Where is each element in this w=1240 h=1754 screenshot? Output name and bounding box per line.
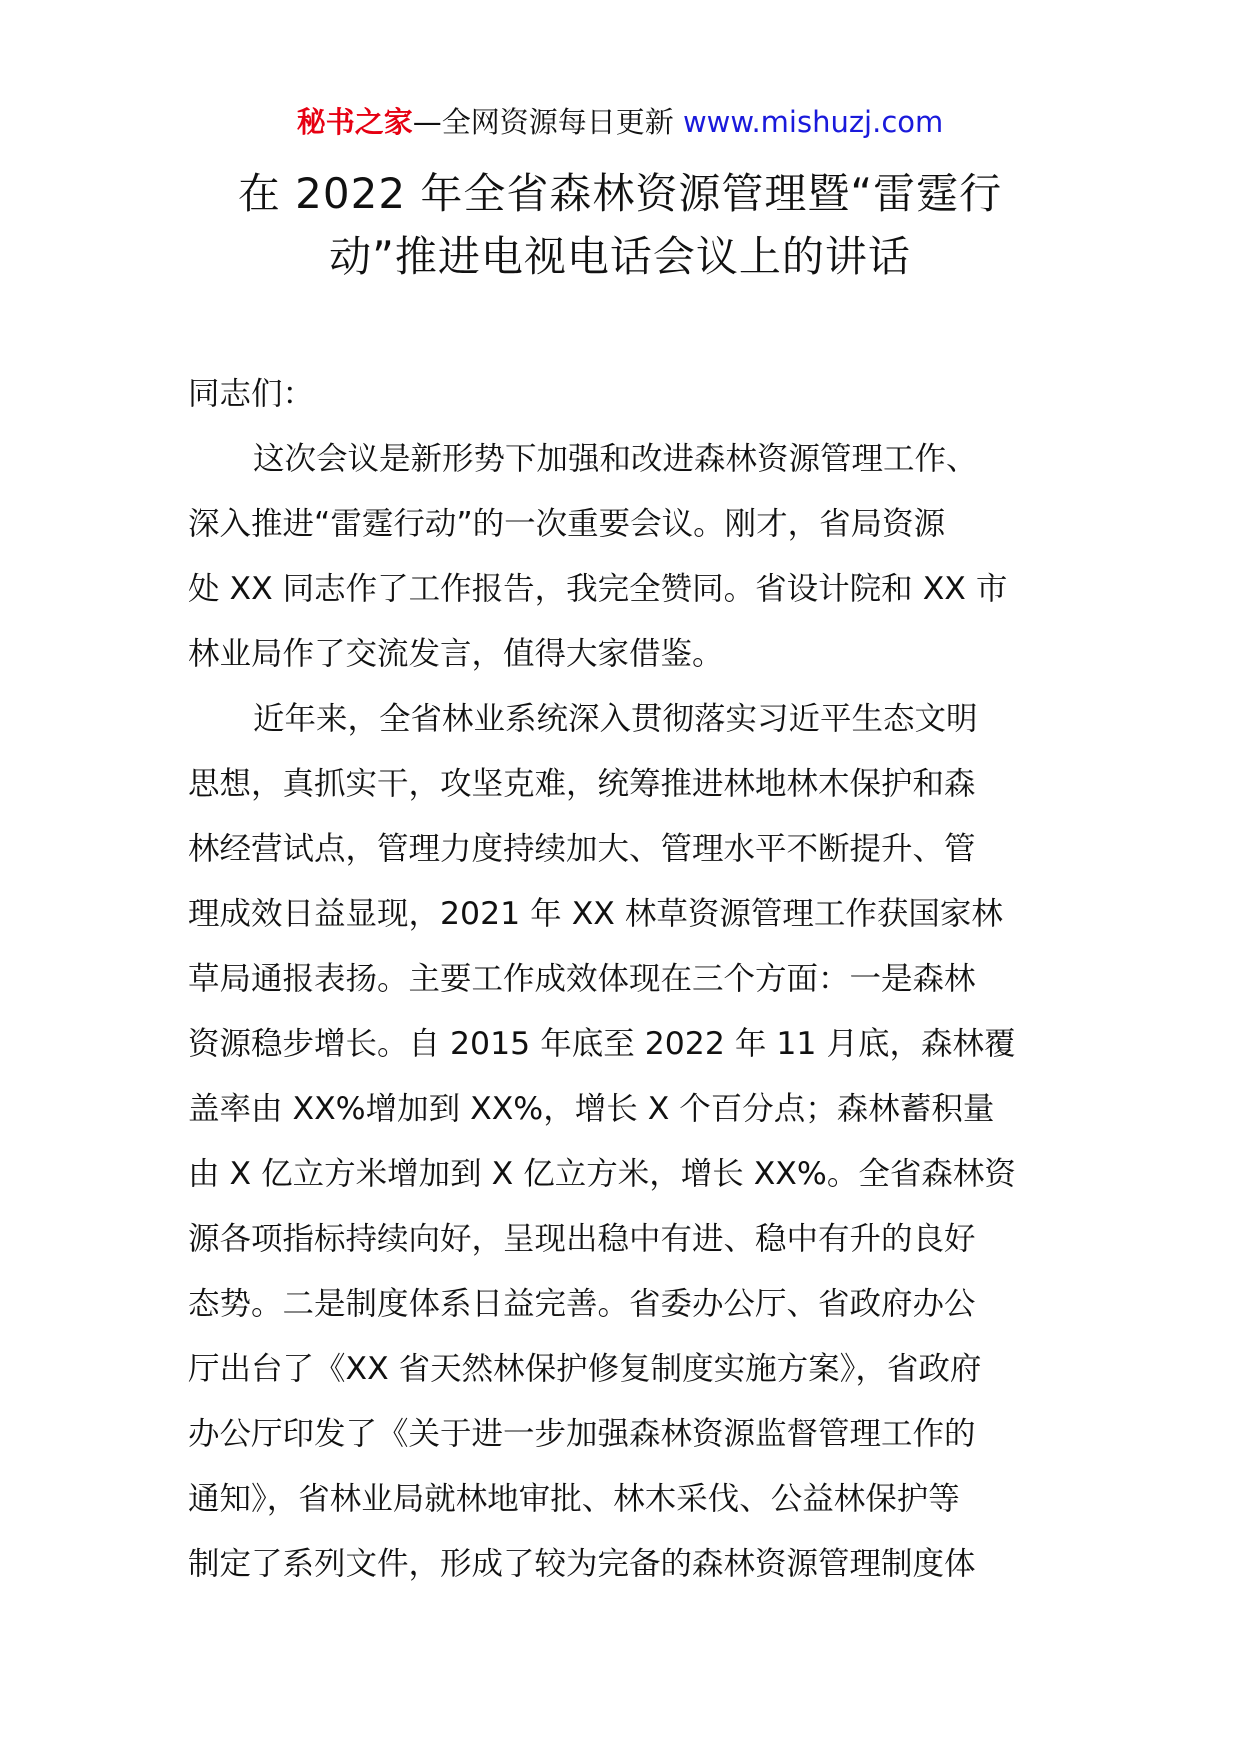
- paragraph-2-line: 理成效日益显现，2021 年 XX 林草资源管理工作获国家林: [188, 896, 1003, 932]
- paragraph-2-line: 通知》，省林业局就林地审批、林木采伐、公益林保护等: [188, 1481, 960, 1517]
- paragraph-2-line: 近年来，全省林业系统深入贯彻落实习近平生态文明: [253, 701, 978, 737]
- salutation: 同志们：: [188, 376, 315, 412]
- paragraph-1-line: 这次会议是新形势下加强和改进森林资源管理工作、: [253, 441, 978, 477]
- document-title: [0, 162, 1240, 288]
- paragraph-1-line: 处 XX 同志作了工作报告，我完全赞同。省设计院和 XX 市: [188, 571, 1008, 607]
- paragraph-2-line: 思想，真抓实干，攻坚克难，统筹推进林地林木保护和森: [188, 766, 976, 802]
- paragraph-1-line: 深入推进“雷霆行动”的一次重要会议。刚才，省局资源: [188, 506, 946, 542]
- paragraph-2-line: 源各项指标持续向好，呈现出稳中有进、稳中有升的良好: [188, 1221, 976, 1257]
- paragraph-2-line: 林经营试点，管理力度持续加大、管理水平不断提升、管: [188, 831, 976, 867]
- document-body: [188, 362, 1058, 1597]
- site-header: [0, 102, 1240, 142]
- title-line-1: 在 2022 年全省森林资源管理暨“雷霆行: [237, 169, 1003, 218]
- paragraph-2-line: 厅出台了《XX 省天然林保护修复制度实施方案》，省政府: [188, 1351, 982, 1387]
- paragraph-2-line: 制定了系列文件，形成了较为完备的森林资源管理制度体: [188, 1546, 976, 1582]
- paragraph-2-line: 由 X 亿立方米增加到 X 亿立方米，增长 XX%。全省森林资: [188, 1156, 1016, 1192]
- paragraph-1-line: 林业局作了交流发言，值得大家借鉴。: [188, 636, 724, 672]
- paragraph-2-line: 办公厅印发了《关于进一步加强森林资源监督管理工作的: [188, 1416, 976, 1452]
- site-url-link[interactable]: www.mishuzj.com: [682, 105, 944, 139]
- paragraph-2-line: 草局通报表扬。主要工作成效体现在三个方面：一是森林: [188, 961, 976, 997]
- paragraph-2-line: 态势。二是制度体系日益完善。省委办公厅、省政府办公: [188, 1286, 976, 1322]
- paragraph-2-line: 资源稳步增长。自 2015 年底至 2022 年 11 月底，森林覆: [188, 1026, 1016, 1062]
- site-tagline: —全网资源每日更新: [412, 105, 683, 139]
- site-brand: 秘书之家: [296, 105, 413, 139]
- title-line-2: 动”推进电视电话会议上的讲话: [329, 232, 911, 281]
- paragraph-2-line: 盖率由 XX%增加到 XX%，增长 X 个百分点；森林蓄积量: [188, 1091, 995, 1127]
